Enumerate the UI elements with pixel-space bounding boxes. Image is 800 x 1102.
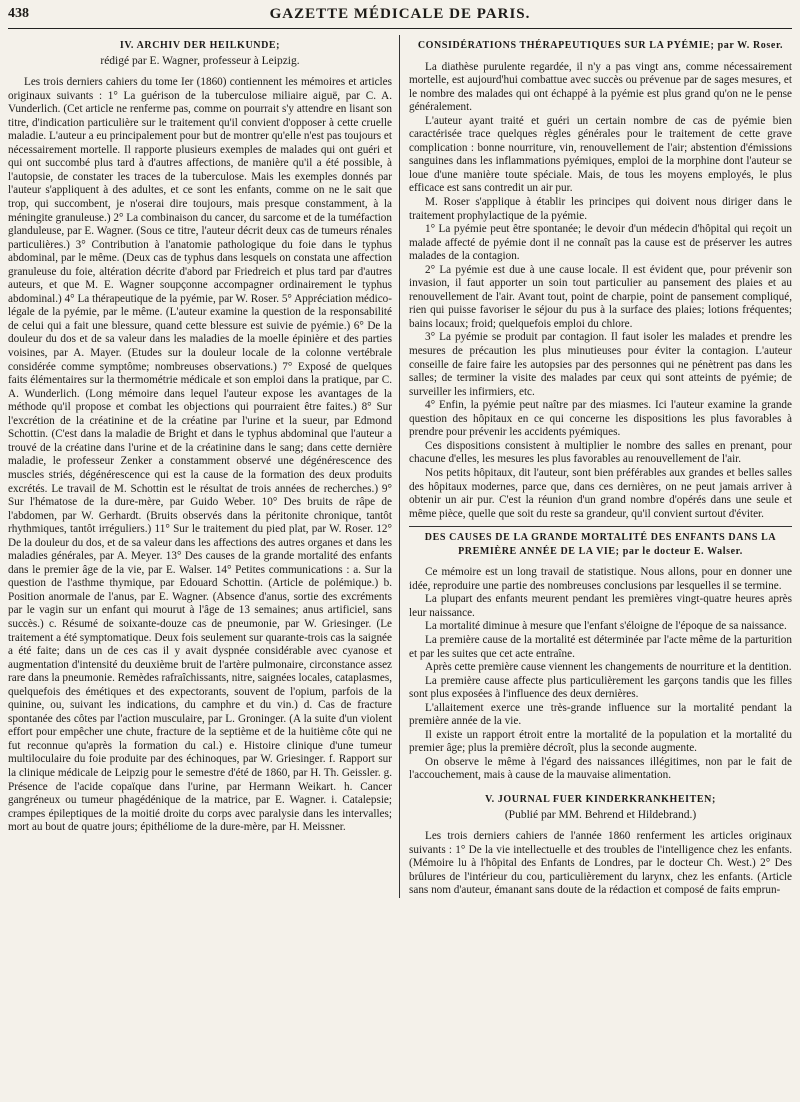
page-header [8,6,792,29]
article-paragraph: 2° La pyémie est due à une cause locale. Il est évident que, pour prévenir son invasion, il faut apporter un soin tout particulier au pansement des plaies et au renouvellement de l'air. Avant tout, point de charpie, point de pansement compliqué, rien qui puisse favoriser le séjour du pus à la surface des plaies; lotions fréquentes; bains locaux; froid; quelquefois emploi du chlore. [409,263,792,330]
article-paragraph: La diathèse purulente regardée, il n'y a pas vingt ans, comme nécessairement mortelle, est aujourd'hui combattue avec succès ou prévenue par de sages mesures, et le nombre des malades qui ont échappé à la pyémie est plus grand qu'on ne le pense généralement. [409,60,792,114]
article-paragraph: Ce mémoire est un long travail de statistique. Nous allons, pour en donner une idée, reproduire une partie des nombreuses conclusions par lesquelles il se termine. [409,566,792,592]
section-title-pyemie: CONSIDÉRATIONS THÉRAPEUTIQUES SUR LA PYÉMIE; par W. Roser. [417,40,784,51]
article-paragraph: Ces dispositions consistent à multiplier le nombre des salles en prenant, pour chacune d'elles, les mesures les plus favorables au renouvellement de l'air. [409,439,792,466]
article-paragraph: La première cause de la mortalité est déterminée par l'acte même de la parturition et par les suites que cet acte entraîne. [409,633,792,660]
article-paragraph: On observe le même à l'égard des naissances illégitimes, non par le fait de l'accouchement, mais à cause de la mauvaise alimentation. [409,755,792,782]
section-subtitle-kinderkrankheiten: (Publié par MM. Behrend et Hildebrand.) [504,808,697,821]
section-title-kinderkrankheiten: V. JOURNAL FUER KINDERKRANKHEITEN; [485,793,716,805]
right-column [400,35,792,898]
article-paragraph: La plupart des enfants meurent pendant les premières vingt-quatre heures après leur naissance. [409,593,792,619]
page-number: 438 [8,6,29,21]
article-paragraph: Après cette première cause viennent les changements de nourriture et la dentition. [425,661,792,674]
section-subtitle-archiv: rédigé par E. Wagner, professeur à Leipzig. [100,54,300,67]
article-paragraph: La première cause affecte plus particulièrement les garçons tandis que les filles sont plus exposées à l'influence des deux dernières. [409,674,792,701]
section-title-mortalite: DES CAUSES DE LA GRANDE MORTALITÉ DES ENFANTS DANS LA PREMIÈRE ANNÉE DE LA VIE; par le docteur E. Walser. [424,532,777,557]
article-paragraph: 3° La pyémie se produit par contagion. Il faut isoler les malades et prendre les mesures de précaution les plus minutieuses pour éviter la contagion. L'auteur conseille de faire faire les autopsies par des personnes qui ne pénètrent pas dans les salles; de terminer la visite des malades par ceux qui sont atteints de pyémie; de surveiller les infirmiers, etc. [409,331,792,398]
columns [8,35,792,898]
article-paragraph: L'auteur ayant traité et guéri un certain nombre de cas de pyémie bien caractérisée trace quelques règles générales pour le traitement de cette grave complication : bonne nourriture, vin, renouvellement de l'air; abstention d'émissions sanguines dans les inflammations pyémiques, emploi de la morphine dont l'auteur se loue d'une manière toute spéciale. Mais, de tous les moyens employés, le plus efficace est sans contredit un air pur. [409,114,792,195]
article-paragraph: M. Roser s'applique à établir les principes qui doivent nous diriger dans le traitement prophylactique de la pyémie. [409,196,792,222]
article-paragraph: L'allaitement exerce une très-grande influence sur la mortalité pendant la première année de la vie. [409,701,792,728]
article-paragraph: 1° La pyémie peut être spontanée; le devoir d'un médecin d'hôpital qui reçoit un malade affecté de pyémie dont il ne connaît pas la cause est de préserver les autres malades de la contagion. [409,223,792,263]
article-paragraph: Les trois derniers cahiers de l'année 1860 renferment les articles originaux suivants : 1° De la vie intellectuelle et des troubles de l'intelligence chez les enfants. (Mémoire lu à l'hôpital des Enfants de Londres, par le docteur Ch. West.) 2° Des brûlures de l'intérieur du cou, particulièrement du larynx, chez les enfants. (Article sans nom d'auteur, émanant sans doute de la rédaction et composé de faits emprun- [409,830,792,897]
article-paragraph: Nos petits hôpitaux, dit l'auteur, sont bien préférables aux grandes et belles salles des hôpitaux modernes, parce que, dans ces dernières, on ne peut jamais arriver à obtenir un air pur. C'est la réunion d'un grand nombre d'opérés dans une seule et même pièce, quelle que soit du reste sa grandeur, qu'il convient surtout d'éviter. [409,466,792,520]
section-divider [409,526,792,527]
section-title-archiv: IV. ARCHIV DER HEILKUNDE; [119,40,281,51]
journal-title: GAZETTE MÉDICALE DE PARIS. [269,6,531,22]
article-paragraph: 4° Enfin, la pyémie peut naître par des miasmes. Ici l'auteur examine la grande question des hôpitaux en ce qui concerne les dispositions les plus favorables à prendre pour prévenir les accidents pyémiques. [409,399,792,439]
article-paragraph: Il existe un rapport étroit entre la mortalité de la population et la mortalité du premier âge; plus la première décroît, plus la seconde augmente. [409,728,792,755]
left-column [8,35,400,898]
article-paragraph: La mortalité diminue à mesure que l'enfant s'éloigne de l'époque de sa naissance. [425,620,787,633]
article-paragraph: Les trois derniers cahiers du tome Ier (1860) contiennent les mémoires et articles originaux suivants : 1° La guérison de la tuberculose miliaire aiguë, par C. A. Vunderlich. (Cet article ne renferme pas, comme on pourrait s'y attendre en lisant son titre, d'indication particulière sur le traitement qu'il convient d'opposer à cette cruelle maladie. L'auteur a eu principalement pour but de montrer qu'elle n'est pas toujours et nécessairement mortelle. Il rapporte plusieurs exemples de malades qui ont guéri et qui ont succombé plus tard à d'autres affections, de manière qu'il a été possible, à l'autopsie, de constater les traces de la tuberculose. Mais les exemples donnés par l'auteur s'appliquent à des adultes, et ce sont les enfants, comme on ne le sait que trop, qui succombent, je n'oserai dire toujours, mais presque constamment, à la méningite granuleuse.) 2° La combinaison du cancer, du sarcome et de la tuméfaction glanduleuse, par E. Wagner. (Sous ce titre, l'auteur décrit deux cas de tumeurs rénales particulières.) 3° Contribution à l'anatomie pathologique du foie dans le typhus abdominal, par le même. (Deux cas de typhus dans lesquels on constata une affection granuleuse du foie, altération décrite d'abord par Friedreich et plus tard par d'autres auteurs, et que M. E. Wagner soupçonne accompagner ordinairement le typhus abdominal.) 4° La thérapeutique de la pyémie, par W. Roser. 5° Appréciation médico-légale de la pyémie, par le même. (L'auteur examine la question de la responsabilité de celui qui a fait une blessure, quand cette blessure est suivie de pyémie.) 6° De la douleur du dos et de sa valeur dans les maladies de la moelle épinière et des parties voisines, par A. Mayer. (Etudes sur la douleur locale de la colonne vertébrale considérée comme symptôme; nombreuses observations.) 7° Exposé de quelques faits élémentaires sur la thermométrie médicale et son emploi dans la pratique, par C. A. Wunderlich. (Long mémoire dans lequel l'auteur expose les avantages de la méthode qu'il propose et combat les objections qui pourraient être faites.) 8° Sur l'excrétion de la créatinine et de la créatine par l'urine et la sueur, par Edmond Schottin. (C'est dans la maladie de Bright et dans le typhus abdominal que l'auteur a trouvé de la créatine dans l'urine et de la créatinine dans le sang; dans cette dernière maladie, le professeur Zenker a constamment observé une dégénérescence des muscles striés, dégénérescence qui est la cause de la formation des deux produits excrétés. Le travail de M. Schottin est le résultat de trois années de recherches.) 9° Sur l'hématose de la dure-mère, par Guido Weber. 10° Des bruits de râpe de l'abdomen, par W. Gerhardt. (Bruits observés dans la péritonite chronique, tantôt rhythmiques, tantôt irréguliers.) 11° Sur le traitement du pied plat, par W. Roser. 12° De la douleur du dos, et de sa valeur dans les affections des autres organes et dans les maladies générales, par A. Meyer. 13° Des causes de la grande mortalité des enfants dans le premier âge de la vie, par E. Walser. 14° Petites communications : a. Sur la question de l'asthme thymique, par Edouard Schottin. (Article de polémique.) b. Position anormale de l'anus, par E. Wagner. (Absence d'anus, sortie des excréments par le vagin sur un enfant qui mourut à l'âge de 13 semaines; anus artificiel, sans succès.) c. Résumé de soixante-douze cas de pneumonie, par W. Griesinger. (Le traitement a été symptomatique. Deux fois seulement sur quarante-trois cas la saignée a été faite; dans un de ces cas il y avait dyspnée considérable avec cyanose et augmentation d'intensité du deuxième bruit de l'artère pulmonaire, circonstance assez rare dans la pneumonie. Remèdes rafraîchissants, nitre, saignées locales, cataplasmes, quelquefois des émétiques et des expectorants, souvent de l'opium, parfois de la quinine, ou, suivant les indications, du camphre et du vin.) d. Cas de fracture spontanée des côtes par l'action musculaire, par L. Groninger. (A la suite d'un violent effort pour empêcher une chute, fracture de la septième et de la huitième côte qui ne fut reconnue qu'après la formation du cal.) e. Histoire clinique d'une tumeur multiloculaire du foie produite par des échinoques, par W. Griesinger. f. Rapport sur la clinique médicale de Leipzig pour le semestre d'été de 1860, par H. Th. Geissler. g. Présence de l'acide copaïque dans l'urine, par Hermann Weikart. h. Cancer gangréneux ou tumeur phagédénique de la matrice, par E. Wagner. i. Catalepsie; crampes épileptiques de la moitié droite du corps avec paralysie dans les intervalles; mort au bout de quatre jours; épithéliome de la dure-mère, par H. Meissner. [8,76,392,834]
